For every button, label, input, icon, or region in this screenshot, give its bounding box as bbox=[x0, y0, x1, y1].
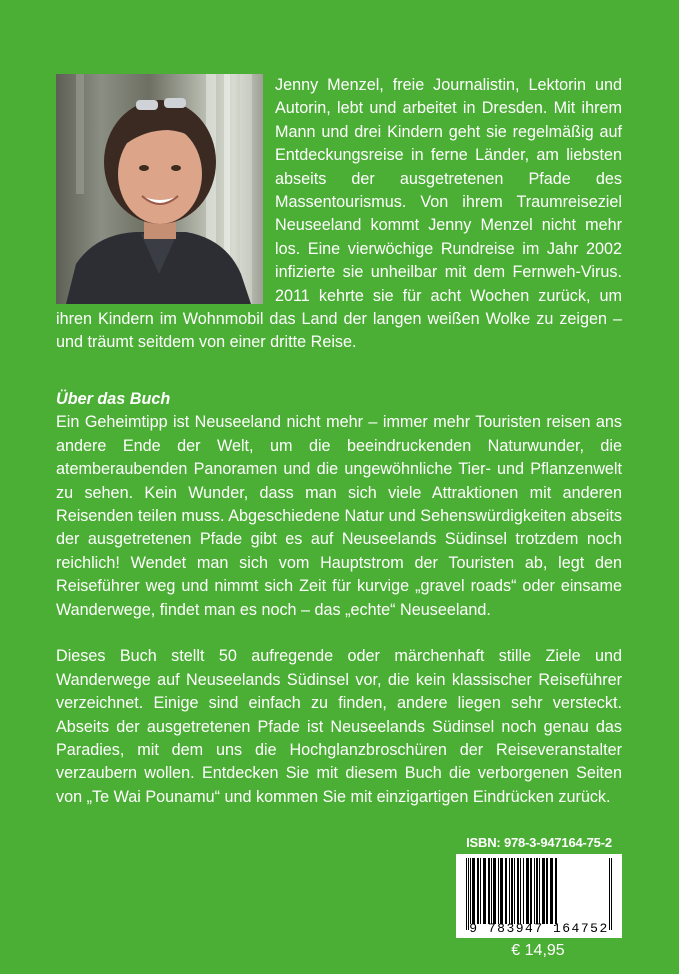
about-book-paragraph-1: Ein Geheimtipp ist Neuseeland nicht mehr – immer mehr Touristen reisen ans andere Ende der Welt, um die beeindruckenden Naturwunder, die atemberaubenden Panoramen und die ungewöhnliche Tier- und Pflanzenwelt zu sehen. Kein Wunder, dass man sich viele Attraktionen mit anderen Reisenden teilen muss. Abgeschiedene Natur und Sehenswürdigkeiten abseits der ausgetretenen Pfade gibt es auf Neuseelands Südinsel trotzdem noch reichlich! Wendet man sich vom Hauptstrom der Touristen ab, legt den Reiseführer weg und nimmt sich Zeit für kurvige „gravel roads“ oder einsame Wanderwege, findet man es noch – das „echte“ Neuseeland. bbox=[56, 413, 622, 619]
barcode-bar bbox=[498, 858, 499, 924]
price-label: € 14,95 bbox=[511, 942, 565, 959]
barcode bbox=[456, 854, 622, 938]
author-portrait bbox=[56, 74, 263, 304]
barcode-guard-bar bbox=[609, 858, 610, 930]
barcode-bar bbox=[509, 858, 510, 924]
isbn-block bbox=[456, 835, 622, 938]
barcode-bar bbox=[520, 858, 521, 924]
about-book-paragraph-2: Dieses Buch stellt 50 aufregende oder märchenhaft stille Ziele und Wanderwege auf Neuseelands Südinsel vor, die kein klassischer Reiseführer verzeichnet. Einige sind einfach zu finden, andere liegen sehr versteckt. Abseits der ausgetretenen Pfade ist Neuseelands Südinsel noch genau das Paradies, mit dem uns die Hochglanzbroschüren der Reiseveranstalter verzaubern wollen. Entdecken Sie mit diesem Buch die verborgenen Seiten von „Te Wai Pounamu“ und kommen Sie mit einzigartigen Eindrücken zurück. bbox=[56, 647, 622, 806]
barcode-bar bbox=[472, 858, 475, 924]
author-bio-text: Jenny Menzel, freie Journalistin, Lektorin und Autorin, lebt und arbeitet in Dresden. Mit ihrem Mann und drei Kindern geht sie regelmäßig auf Entdeckungsreise in ferne Länder, am liebsten abseits der ausgetretenen Pfade des Massentourismus. Von ihrem Traumreiseziel Neuseeland kommt Jenny Menzel nicht mehr los. Eine vierwöchige Rundreise im Jahr 2002 infizierte sie unheilbar mit dem Fernweh-Virus. 2011 kehrte sie für acht Wochen zurück, um ihren Kindern im Wohnmobil das Land der langen weißen Wolke zu zeigen – und träumt seitdem von einer dritte Reise. bbox=[56, 76, 622, 352]
barcode-bar bbox=[546, 858, 548, 924]
barcode-bar bbox=[470, 858, 471, 924]
barcode-bar bbox=[536, 858, 538, 924]
barcode-bar bbox=[530, 858, 532, 924]
barcode-bar bbox=[483, 858, 486, 924]
barcode-bar bbox=[477, 858, 479, 924]
barcode-bar bbox=[526, 858, 529, 924]
barcode-bar bbox=[555, 858, 557, 924]
barcode-bar bbox=[514, 858, 515, 924]
barcode-bar bbox=[488, 858, 490, 924]
barcode-bar bbox=[480, 858, 481, 924]
barcode-bar bbox=[511, 858, 513, 924]
author-portrait-illustration bbox=[56, 74, 263, 304]
barcode-bar bbox=[523, 858, 524, 924]
barcode-guard-bar bbox=[468, 858, 469, 930]
barcode-guard-bar bbox=[466, 858, 467, 930]
barcode-digits: 9 783947 164752 bbox=[469, 921, 609, 936]
barcode-bar bbox=[493, 858, 496, 924]
about-book-heading: Über das Buch bbox=[56, 390, 171, 408]
barcode-bar bbox=[534, 858, 535, 924]
barcode-bar bbox=[500, 858, 503, 924]
barcode-bar bbox=[517, 858, 519, 924]
about-book-section bbox=[56, 388, 622, 833]
barcode-bar bbox=[539, 858, 540, 924]
isbn-label: ISBN: 978-3-947164-75-2 bbox=[466, 835, 612, 850]
barcode-guard-bar bbox=[611, 858, 612, 930]
barcode-bar bbox=[550, 858, 553, 924]
barcode-bar bbox=[505, 858, 507, 924]
barcode-bar bbox=[491, 858, 492, 924]
barcode-bar bbox=[542, 858, 545, 924]
author-bio-section bbox=[56, 74, 622, 355]
